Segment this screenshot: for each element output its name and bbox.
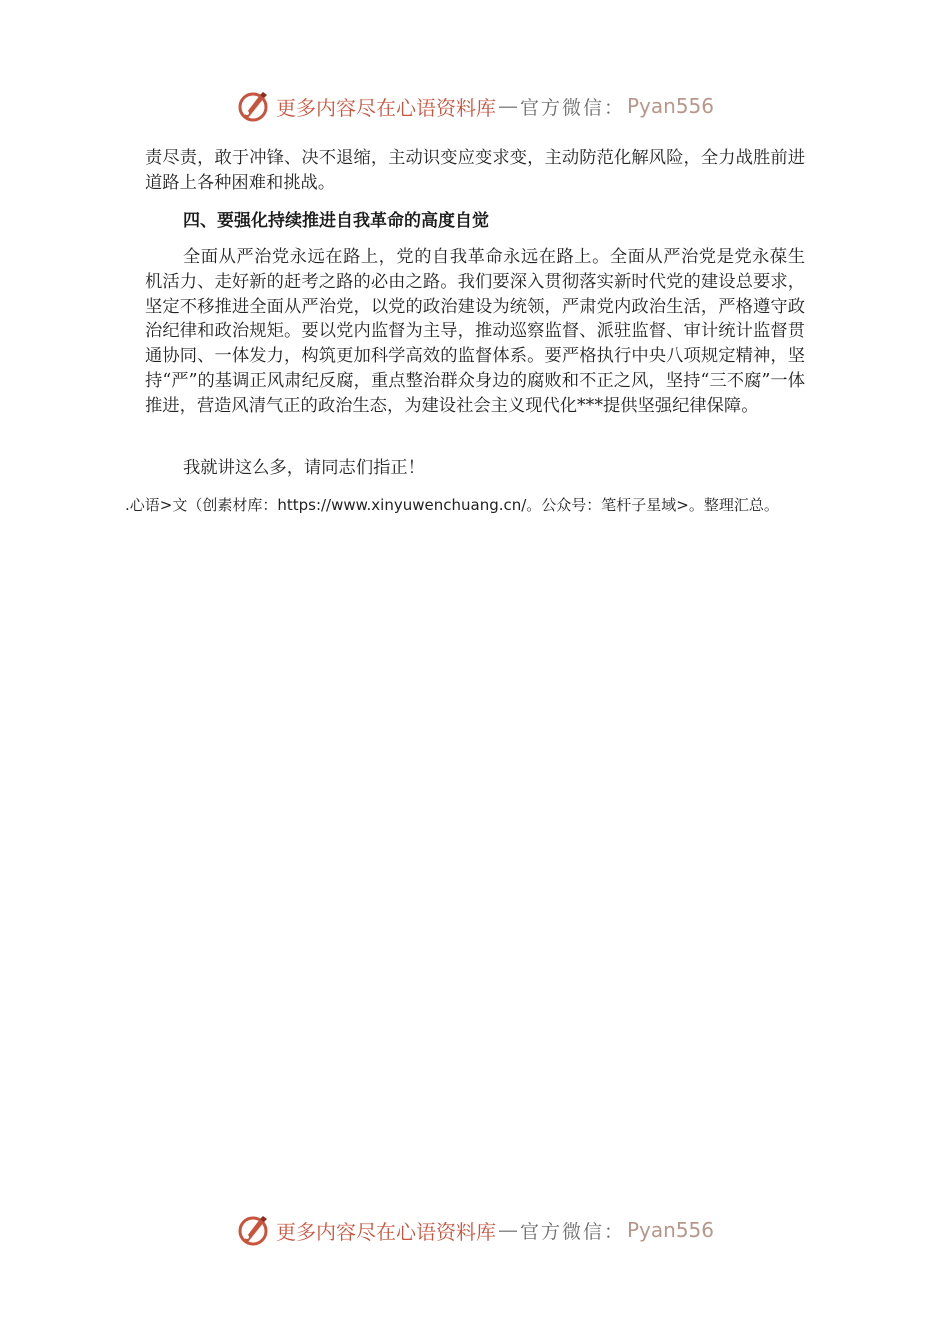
paragraph-closing: 我就讲这么多，请同志们指正！ (183, 458, 425, 478)
section-heading-4: 四、要强化持续推进自我革命的高度自觉 (183, 211, 489, 231)
banner-wechat-label: 官方微信： (519, 1220, 625, 1243)
banner-separator: — (497, 1218, 518, 1242)
header-banner (0, 84, 950, 128)
banner-wechat-label: 官方微信： (519, 96, 625, 119)
source-attribution: .心语>文（创素材库：https://www.xinyuwenchuang.cn/。公众号：笔杆子星域>。整理汇总。 (125, 496, 779, 514)
pen-circle-logo-icon (236, 1213, 270, 1247)
footer-banner (0, 1208, 950, 1252)
paragraph-self-revolution: 全面从严治党永远在路上，党的自我革命永远在路上。全面从严治党是党永葆生机活力、走好新的赶考之路的必由之路。我们要深入贯彻落实新时代党的建设总要求，坚定不移推进全面从严治党，以党的政治建设为统领，严肃党内政治生活，严格遵守政治纪律和政治规矩。要以党内监督为主导，推动巡察监督、派驻监督、审计统计监督贯通协同、一体发力，构筑更加科学高效的监督体系。要严格执行中央八项规定精神，坚持“严”的基调正风肃纪反腐，重点整治群众身边的腐败和不正之风，坚持“三不腐”一体推进，营造风清气正的政治生态，为建设社会主义现代化***提供坚强纪律保障。 (145, 247, 805, 416)
banner-main-text: 更多内容尽在心语资料库 (275, 1219, 496, 1244)
paragraph-continuation: 责尽责，敢于冲锋、决不退缩，主动识变应变求变，主动防范化解风险，全力战胜前进道路上各种困难和挑战。 (145, 148, 805, 193)
banner-separator: — (497, 94, 518, 118)
banner-wechat-id: Pyan556 (627, 94, 715, 118)
pen-circle-logo-icon (236, 89, 270, 123)
banner-main-text: 更多内容尽在心语资料库 (275, 95, 496, 120)
banner-wechat-id: Pyan556 (627, 1218, 715, 1242)
